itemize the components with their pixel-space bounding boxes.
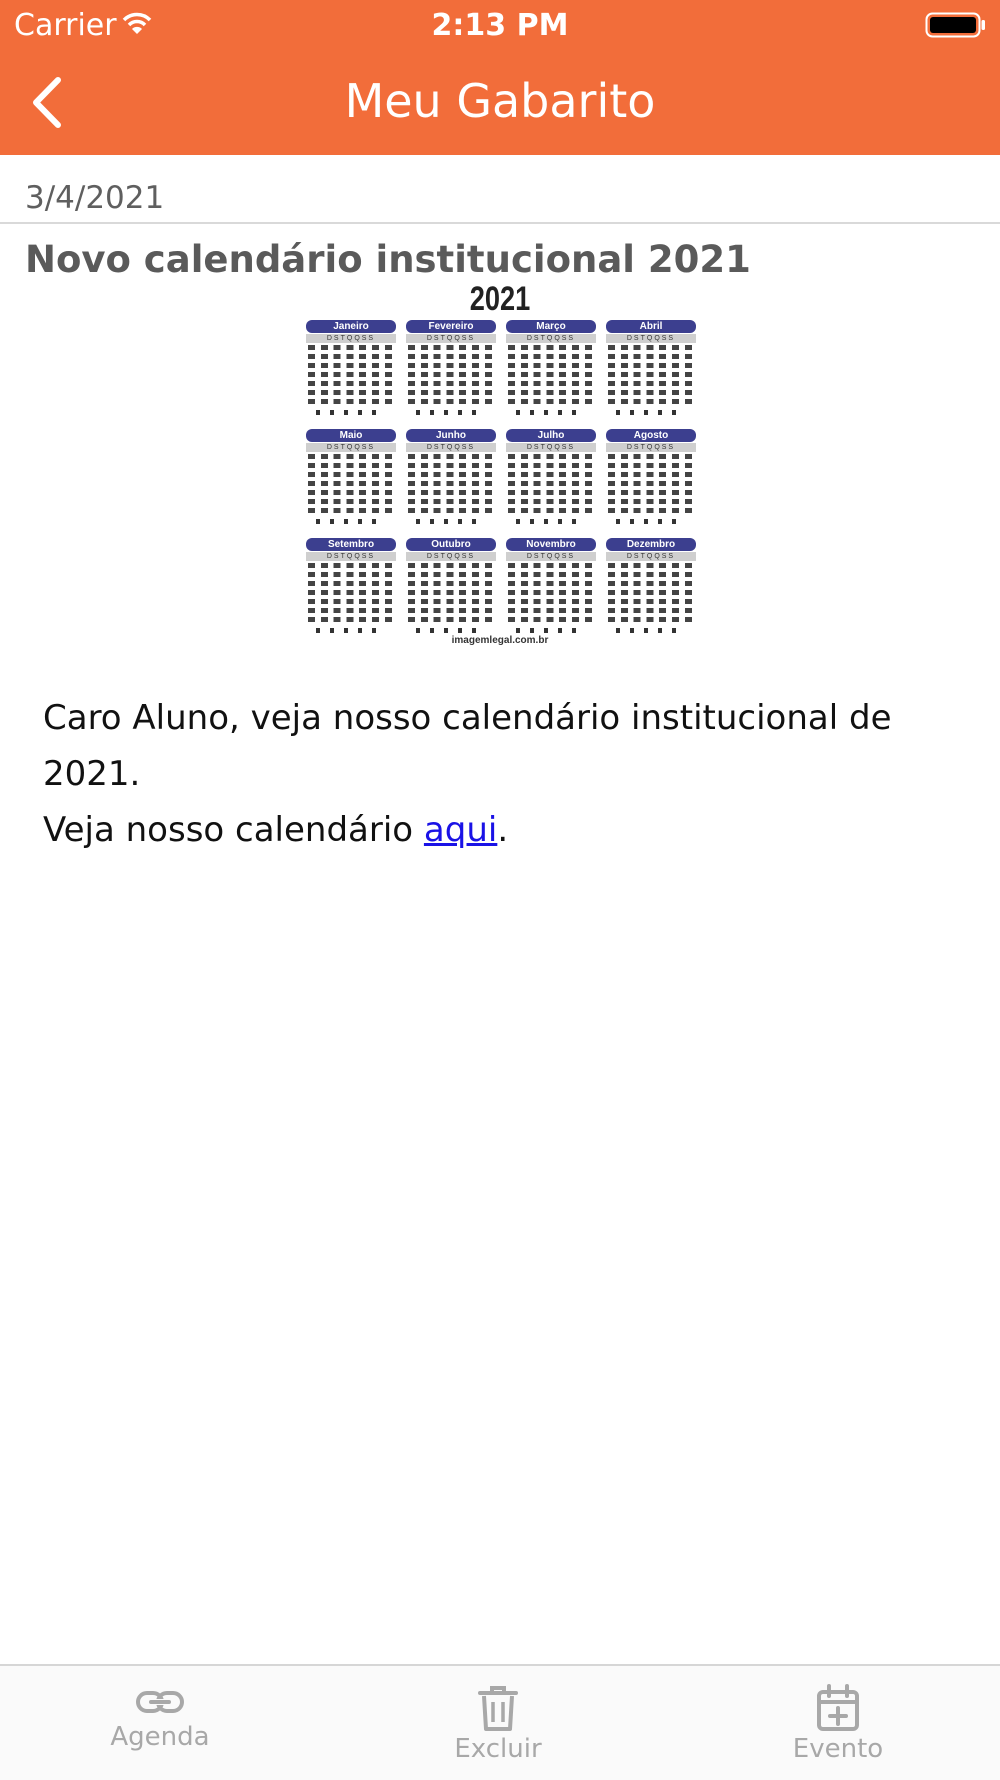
calendar-image <box>300 280 700 650</box>
month-name: Maio <box>306 429 396 442</box>
divider <box>0 222 1000 224</box>
month-days-grid <box>506 454 596 516</box>
tab-agenda[interactable] <box>60 1684 260 1752</box>
weekday-header: DSTQQSS <box>506 334 596 343</box>
trash-icon <box>476 1684 520 1732</box>
calendar-month <box>406 320 496 415</box>
month-days-grid <box>406 454 496 516</box>
calendar-month <box>506 429 596 524</box>
weekday-header: DSTQQSS <box>606 552 696 561</box>
moon-phases <box>516 628 586 633</box>
status-time: 2:13 PM <box>431 8 569 43</box>
month-name: Março <box>506 320 596 333</box>
weekday-header: DSTQQSS <box>306 443 396 452</box>
body-line-2-suffix: . <box>497 810 509 850</box>
month-name: Fevereiro <box>406 320 496 333</box>
month-name: Janeiro <box>306 320 396 333</box>
calendar-month <box>306 538 396 633</box>
tab-label: Evento <box>792 1734 884 1764</box>
calendar-month <box>406 429 496 524</box>
calendar-month <box>606 320 696 415</box>
calendar-credit: imagemlegal.com.br <box>451 635 549 646</box>
month-name: Dezembro <box>606 538 696 551</box>
status-bar <box>0 0 1000 50</box>
moon-phases <box>616 628 686 633</box>
calendar-month <box>606 538 696 633</box>
tab-bar <box>0 1664 1000 1780</box>
tab-evento[interactable] <box>738 1684 938 1764</box>
moon-phases <box>316 410 386 415</box>
post-title: Novo calendário institucional 2021 <box>25 238 751 281</box>
month-name: Outubro <box>406 538 496 551</box>
month-days-grid <box>506 563 596 625</box>
body-line-2-prefix: Veja nosso calendário <box>43 810 424 850</box>
carrier-label: Carrier <box>14 8 117 43</box>
moon-phases <box>616 519 686 524</box>
moon-phases <box>516 410 586 415</box>
tab-excluir[interactable] <box>398 1684 598 1764</box>
moon-phases <box>416 410 486 415</box>
month-days-grid <box>506 345 596 407</box>
navigation-header <box>0 0 1000 155</box>
weekday-header: DSTQQSS <box>306 334 396 343</box>
battery-icon <box>925 12 987 38</box>
calendar-plus-icon <box>816 1684 860 1732</box>
month-days-grid <box>306 563 396 625</box>
body-line-2 <box>43 802 973 858</box>
weekday-header: DSTQQSS <box>306 552 396 561</box>
month-days-grid <box>606 454 696 516</box>
moon-phases <box>416 519 486 524</box>
weekday-header: DSTQQSS <box>406 552 496 561</box>
post-date: 3/4/2021 <box>25 180 165 216</box>
month-name: Novembro <box>506 538 596 551</box>
weekday-header: DSTQQSS <box>506 443 596 452</box>
page-title: Meu Gabarito <box>344 74 656 128</box>
month-name: Agosto <box>606 429 696 442</box>
weekday-header: DSTQQSS <box>406 334 496 343</box>
moon-phases <box>316 628 386 633</box>
moon-phases <box>316 519 386 524</box>
calendar-month <box>506 320 596 415</box>
moon-phases <box>616 410 686 415</box>
calendar-month <box>606 429 696 524</box>
weekday-header: DSTQQSS <box>406 443 496 452</box>
body-line-1: Caro Aluno, veja nosso calendário institucional de 2021. <box>43 698 892 794</box>
month-name: Setembro <box>306 538 396 551</box>
moon-phases <box>416 628 486 633</box>
month-days-grid <box>606 563 696 625</box>
calendar-month <box>306 320 396 415</box>
post-body <box>43 690 973 858</box>
calendar-month <box>306 429 396 524</box>
weekday-header: DSTQQSS <box>606 443 696 452</box>
tab-label: Excluir <box>454 1734 542 1764</box>
weekday-header: DSTQQSS <box>506 552 596 561</box>
month-days-grid <box>606 345 696 407</box>
calendar-month <box>506 538 596 633</box>
tab-label: Agenda <box>110 1722 210 1752</box>
month-days-grid <box>306 345 396 407</box>
month-days-grid <box>406 345 496 407</box>
calendar-months <box>306 320 698 633</box>
month-name: Junho <box>406 429 496 442</box>
calendar-month <box>406 538 496 633</box>
month-name: Julho <box>506 429 596 442</box>
moon-phases <box>516 519 586 524</box>
calendar-year: 2021 <box>469 280 531 318</box>
month-days-grid <box>406 563 496 625</box>
weekday-header: DSTQQSS <box>606 334 696 343</box>
link-icon <box>135 1684 185 1720</box>
month-name: Abril <box>606 320 696 333</box>
month-days-grid <box>306 454 396 516</box>
calendar-link[interactable]: aqui <box>423 810 498 850</box>
